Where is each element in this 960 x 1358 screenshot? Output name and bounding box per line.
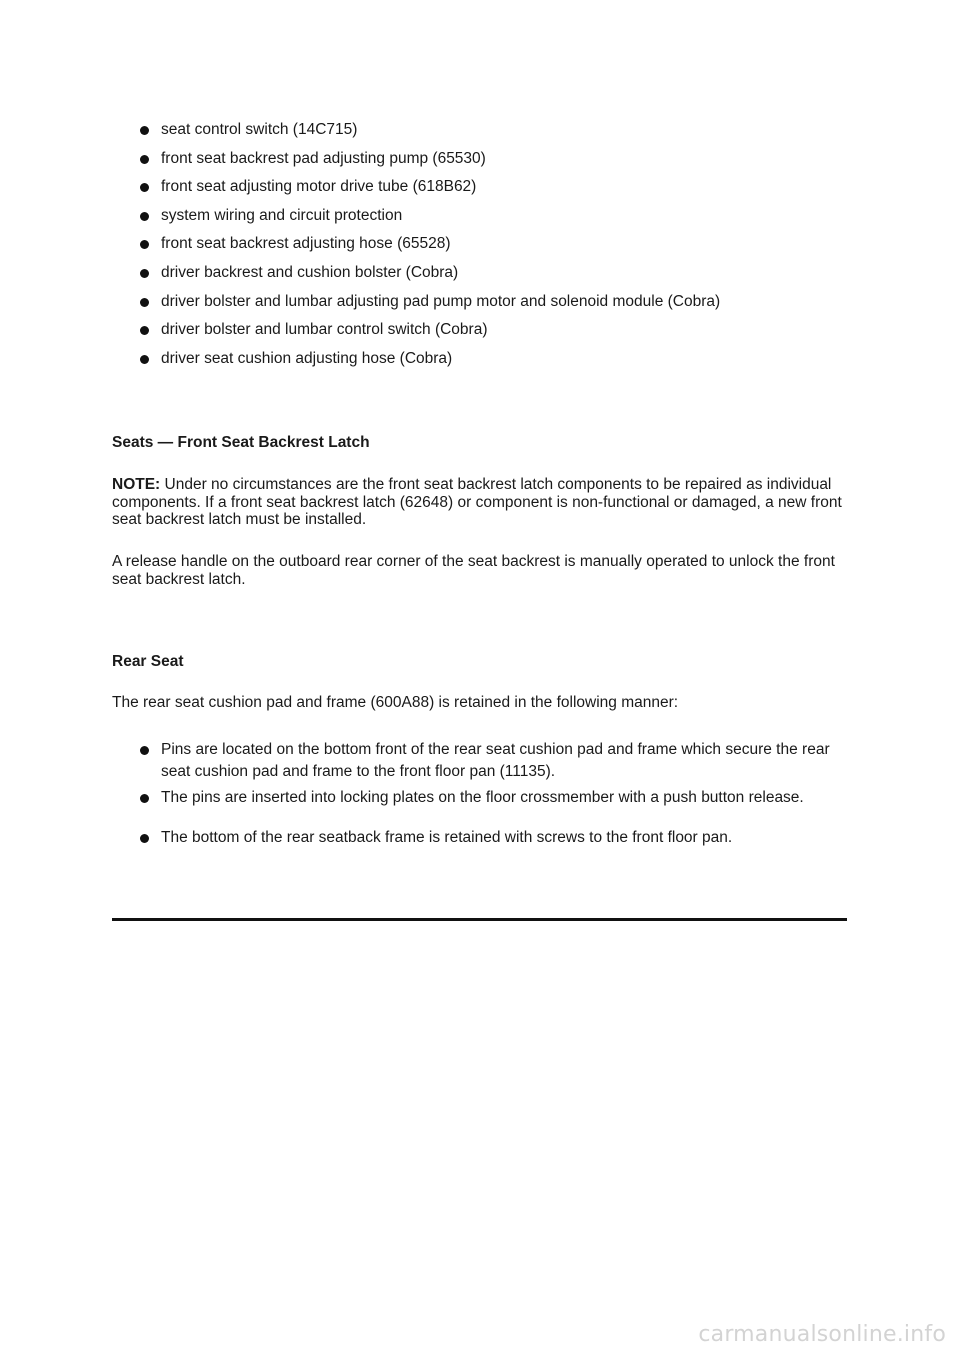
note-label: NOTE: (112, 476, 161, 493)
list-item: driver bolster and lumbar adjusting pad pump motor and solenoid module (Cobra) (139, 291, 859, 313)
list-item: system wiring and circuit protection (139, 205, 859, 227)
list-item: driver backrest and cushion bolster (Cobra) (139, 262, 859, 284)
note-paragraph (112, 476, 842, 529)
list-item: front seat backrest pad adjusting pump (65530) (139, 148, 859, 170)
list-item: The bottom of the rear seatback frame is retained with screws to the front floor pan. (139, 827, 859, 849)
watermark: carmanualsonline.info (698, 1322, 946, 1347)
section-heading-rear-seat: Rear Seat (112, 653, 184, 670)
latch-description: A release handle on the outboard rear corner of the seat backrest is manually operated to unlock the front seat backrest latch. (112, 553, 835, 588)
list-item: The pins are inserted into locking plates on the floor crossmember with a push button release. (139, 787, 859, 809)
list-item: seat control switch (14C715) (139, 119, 859, 141)
section-heading-latch: Seats — Front Seat Backrest Latch (112, 434, 370, 451)
note-text: Under no circumstances are the front seat backrest latch components to be repaired as individual components. If a front seat backrest latch (62648) or component is non-functional or damaged, a new front seat backrest latch must be installed. (112, 476, 842, 528)
list-item: driver bolster and lumbar control switch (Cobra) (139, 319, 859, 341)
rear-seat-intro: The rear seat cushion pad and frame (600A88) is retained in the following manner: (112, 694, 679, 711)
list-item: Pins are located on the bottom front of the rear seat cushion pad and frame which secure the rear seat cushion pad and frame to the front floor pan (11135). (139, 739, 859, 783)
section-divider (112, 918, 847, 921)
component-list (139, 119, 859, 376)
rear-seat-list (139, 739, 859, 853)
list-item: front seat adjusting motor drive tube (618B62) (139, 176, 859, 198)
list-item: driver seat cushion adjusting hose (Cobra) (139, 348, 859, 370)
list-item: front seat backrest adjusting hose (65528) (139, 233, 859, 255)
